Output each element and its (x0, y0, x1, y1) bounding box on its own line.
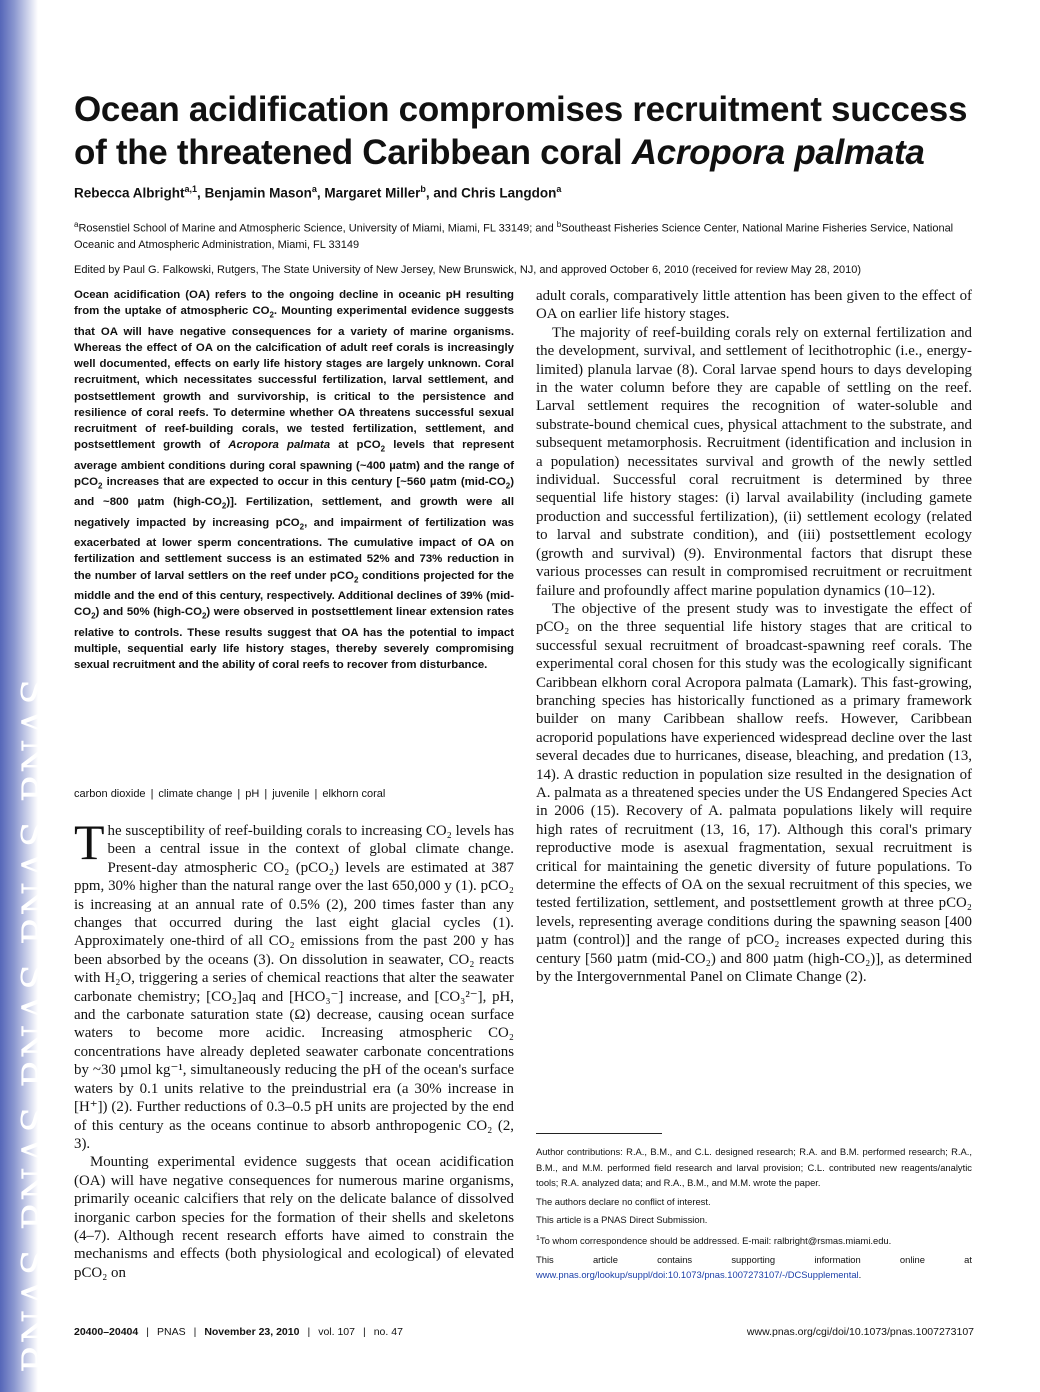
drop-cap: T (74, 814, 105, 870)
author-list (74, 184, 561, 201)
footnotes (536, 1144, 972, 1286)
title-line-1: Ocean acidification compromises recruitment success (74, 90, 968, 129)
author-affil-mark: b (420, 184, 426, 194)
journal-spine (0, 0, 60, 1392)
intro-paragraph-2: Mounting experimental evidence suggests that ocean acidification (OA) will have negative consequences for numerous marine organisms, primarily oceanic calcifiers that rely on the delicate balance of dissolved inorganic carbon species for the formation of their shells and skeletons (4–7). Although recent research efforts have aimed to constrain the mechanisms and effects (both physiological and ecological) of elevated pCO₂ on (74, 1154, 514, 1281)
affil-mark: a (74, 220, 79, 229)
supporting-info-note: This article contains supporting information online at www.pnas.org/lookup/suppl/doi:10.1073/pnas.1007273107/-/DCSupplemental. (536, 1253, 972, 1281)
author-name: Chris Langdon (461, 185, 557, 201)
abstract: Ocean acidification (OA) refers to the ongoing decline in oceanic pH resulting from the uptake of atmospheric $CO_2$. Mounting experimental evidence suggests that OA will have negative consequences for a variety of marine organisms. Whereas the effect of OA on the calcification of adult reef corals is increasingly well documented, effects on early life history stages are largely unknown. Coral recruitment, which necessitates successful fertilization, larval settlement, and postsettlement growth and survivorship, is critical to the persistence and resilience of coral reefs. To determine whether OA threatens successful sexual recruitment of reef-building corals, we tested fertilization, settlement, and postsettlement growth of Acropora palmata at pCO$_2$ levels that represent average ambient conditions during coral spawning (~400 µatm) and the range of pCO$_2$ increases that are expected to occur in this century [~560 µatm $(mid-CO_2)$ and ~800 µatm $(high-CO_2)$]. Fertilization, settlement, and growth were all negatively impacted by increasing pCO$_2$, and impairment of fertilization was exacerbated at lower sperm concentrations. The cumulative impact of OA on fertilization and settlement success is an estimated 52% and 73% reduction in the number of larval settlers on the reef under pCO$_2$ conditions projected for the middle and the end of this century, respectively. Additional declines of 39% $(mid-CO_2)$ and 50% $(high-CO_2)$ were observed in postsettlement linear extension rates relative to controls. These results suggest that OA has the potential to impact multiple, sequential early life history stages, thereby severely compromising sexual recruitment and the ability of coral reefs to recover from disturbance. (74, 289, 515, 672)
keyword: elkhorn coral (322, 788, 386, 800)
body-column-left (74, 814, 514, 1282)
supporting-info-link[interactable]: www.pnas.org/lookup/suppl/doi:10.1073/pnas.1007273107/-/DCSupplemental (536, 1269, 859, 1281)
edited-by-line: Edited by Paul G. Falkowski, Rutgers, The State University of New Jersey, New Brunswick, NJ, and approved October 6, 2010 (received for review May 28, 2010) (74, 264, 862, 276)
keyword: pH (245, 788, 260, 800)
author-affil-mark: a (556, 184, 562, 194)
spine-label: PNAS PNAS PNAS PNAS PNAS (15, 675, 60, 1373)
keyword-separator: | (314, 788, 318, 800)
keyword-separator: | (237, 788, 241, 800)
author-contributions: Author contributions: R.A., B.M., and C.L. designed research; R.A. and B.M. performed research; R.A., B.M., and M.M. performed field research and larval provision; C.L. contributed new reagents/analytic tools; R.A. analyzed data; and R.A., B.M., and M.M. wrote the paper. (536, 1146, 972, 1189)
affiliations (74, 217, 974, 253)
submission-note: This article is a PNAS Direct Submission. (536, 1214, 708, 1226)
page-range: 20400–20404 (74, 1326, 139, 1338)
affiliation-b: Southeast Fisheries Science Center, National Marine Fisheries Service, National Oceanic and Atmospheric Administration, Miami, FL 33149 (74, 222, 954, 251)
keyword-separator: | (150, 788, 154, 800)
footnote-divider (536, 1133, 662, 1134)
affil-mark: b (556, 220, 562, 229)
issue-date: November 23, 2010 (204, 1326, 300, 1338)
doi-url[interactable]: www.pnas.org/cgi/doi/10.1073/pnas.1007273107 (746, 1326, 974, 1338)
keyword-separator: | (264, 788, 268, 800)
keywords (74, 787, 514, 801)
body-column-right (536, 287, 972, 986)
author-affil-mark: a,1 (184, 184, 198, 194)
journal-name: PNAS (156, 1326, 186, 1338)
intro-paragraph-4: The objective of the present study was to investigate the effect of pCO₂ on the three sequential life history stages that are critical to successful sexual recruitment of broadcast-spawning reef corals. The experimental coral chosen for this study was the ecologically significant Caribbean elkhorn coral Acropora palmata (Lamark). This fast-growing, branching species has historically functioned as a primary framework builder on many Caribbean shallow reefs. However, Caribbean acroporid populations have experienced widespread decline over the last several decades due to hurricanes, disease, bleaching, and predation (13, 14). A drastic reduction in population size resulted in the designation of A. palmata as a threatened species under the US Endangered Species Act in 2006 (15). Recovery of A. palmata populations likely will require high rates of recruitment (13, 16, 17). Although this coral's primary reproductive mode is asexual fragmentation, sexual recruitment is critical for maintaining the genetic diversity of future populations. To determine the effects of OA on the sexual recruitment of this species, we tested fertilization, settlement, and postsettlement growth at three pCO₂ levels, representing average conditions during the spawning season [400 µatm (control)] and the range of pCO₂ increases expected during this century [560 µatm (mid-CO₂) and 800 µatm (high-CO₂)], as determined by the Intergovernmental Panel on Climate Change (2). (536, 600, 972, 986)
author-sep: , (316, 185, 325, 201)
keyword: carbon dioxide (74, 788, 146, 800)
affiliation-a: Rosenstiel School of Marine and Atmospheric Science, University of Miami, Miami, FL 33149; and (78, 222, 557, 235)
intro-paragraph-1: The susceptibility of reef-building corals to increasing CO₂ levels has been a central issue in the context of global climate change. Present-day atmospheric CO₂ (pCO₂) levels are estimated at 387 ppm, 30% higher than the natural range over the last 650,000 y (1). pCO₂ is increasing at an annual rate of 0.5% (2), 200 times faster than any changes that occurred during the last eight glacial cycles (1). Approximately one-third of all CO₂ emissions from the past 200 y has been absorbed by the oceans (3). On dissolution in seawater, CO₂ reacts with H₂O, triggering a series of chemical reactions that alter the seawater carbonate chemistry; [CO₂]aq and [HCO₃⁻] increase, and [CO₃²⁻], pH, and the carbonate saturation state (Ω) decrease, causing ocean surface waters to become more acidic. Increasing atmospheric CO₂ concentrations have already depleted seawater carbonate concentrations by ~30 µmol kg⁻¹, simultaneously reducing the pH of the ocean's surface waters by 0.1 units relative to the preindustrial era (a 30% increase in [H⁺]) (2). Further reductions of 0.3–0.5 pH units are projected by the end of this century as the oceans continue to absorb anthropogenic CO₂ (2, 3). (74, 814, 514, 1152)
page-footer-left: 20400–20404 | PNAS | November 23, 2010 | vol. 107 | no. 47 (74, 1326, 403, 1338)
keyword: juvenile (272, 788, 310, 800)
article-title (74, 88, 994, 174)
intro-paragraph-continued: adult corals, comparatively little attention has been given to the effect of OA on earlier life history stages. (536, 288, 972, 323)
author-name: Rebecca Albright (74, 185, 185, 201)
correspondence-note: $^1$To whom correspondence should be addressed. E-mail: ralbright@rsmas.miami.edu. (536, 1234, 892, 1247)
conflict-statement: The authors declare no conflict of interest. (536, 1195, 711, 1207)
issue-number: no. 47 (373, 1326, 403, 1338)
volume: vol. 107 (318, 1326, 355, 1338)
author-sep: , and (425, 185, 462, 201)
author-affil-mark: a (311, 184, 317, 194)
author-name: Benjamin Mason (204, 185, 312, 201)
keyword: climate change (158, 788, 233, 800)
author-name: Margaret Miller (324, 185, 421, 201)
title-line-2: of the threatened Caribbean coral (74, 133, 632, 172)
author-sep: , (197, 185, 205, 201)
title-species: Acropora palmata (631, 133, 925, 172)
intro-paragraph-3: The majority of reef-building corals rely on external fertilization and the development, survival, and settlement of lecithotrophic (i.e., energy-limited) planula larvae (8). Coral larvae spend hours to days developing in the water column before they are capable of settling on the reef. Larval settlement requires the recognition of water-soluble and substrate-bound chemical cues, physical attachment to the substrate, and subsequent metamorphosis. Recruitment (identification and inclusion in a population) necessitates survival and growth of the newly settled individual. Successful coral recruitment is determined by three sequential life history stages: (i) larval availability (including gamete production and successful fertilization), (ii) settlement ecology (related to larval and substrate condition), and (iii) postsettlement ecology (growth and survival) (9). Environmental factors that disrupt these various processes can result in compromised recruitment or recruitment failure and profoundly affect marine population dynamics (10–12). (536, 324, 972, 599)
